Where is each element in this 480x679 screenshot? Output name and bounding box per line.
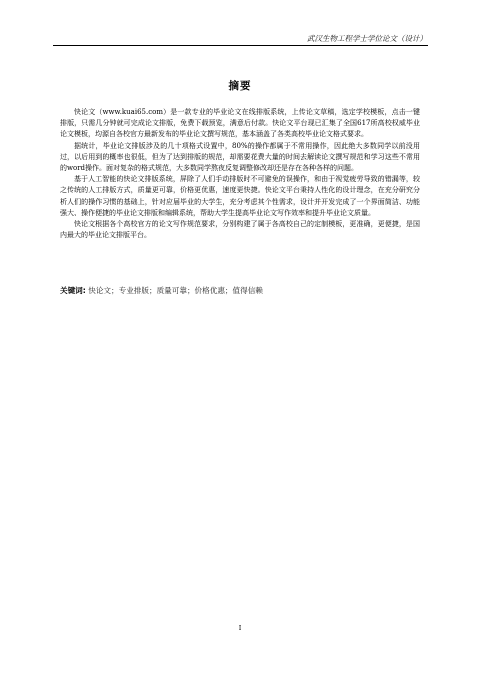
abstract-paragraph: 快论文（www.kuai65.com）是一款专业的毕业论文在线排版系统，上传论文草稿，选定学校模板，点击一键排版，只需几分钟就可完成论文排版，免费下载预览，满意后付款。快论文平台现已汇集了全国617所高校权威毕业论文模板，均源自各校官方最新发布的毕业论文撰写规范，基本涵盖了各类高校毕业论文格式要求。 <box>60 108 420 139</box>
keywords-list: 快论文；专业排版；质量可靠；价格优惠；值得信赖 <box>88 286 263 295</box>
abstract-paragraph: 据统计，毕业论文排版涉及的几十项格式设置中，80%的操作都属于不常用操作，因此绝大多数同学以前没用过，以后用到的概率也很低，但为了达到排版的规范，却需要花费大量的时间去解读论文撰写规范和学习这些不常用的word操作。面对复杂的格式规范，大多数同学熬夜反复调整修改却还是存在各种各样的问题。 <box>60 141 420 173</box>
running-header: 武汉生物工程学士学位论文（设计） <box>307 34 427 43</box>
abstract-body <box>60 107 420 241</box>
page-number: I <box>238 624 242 632</box>
header-rule <box>53 45 428 46</box>
abstract-paragraph: 基于人工智能的快论文排版系统，屏除了人们手动排版时不可避免的误操作，和由于视觉疲劳导致的错漏等，较之传统的人工排版方式，质量更可靠，价格更优惠，速度更快捷。快论文平台秉持人性化的设计理念，在充分研究分析人们的操作习惯的基础上，针对应届毕业的大学生，充分考虑其个性需求，设计并开发完成了一个界面简洁、功能强大、操作便捷的毕业论文排版和编辑系统，帮助大学生提高毕业论文写作效率和提升毕业论文质量。 <box>60 175 420 217</box>
keywords-label: 关键词: <box>60 286 86 295</box>
keywords-line <box>60 285 420 297</box>
abstract-title: 摘要 <box>228 80 252 92</box>
abstract-paragraph: 快论文根据各个高校官方的论文写作规范要求，分别构建了属于各高校自己的定制模板，更准确，更便捷，是国内最大的毕业论文排版平台。 <box>60 220 420 240</box>
